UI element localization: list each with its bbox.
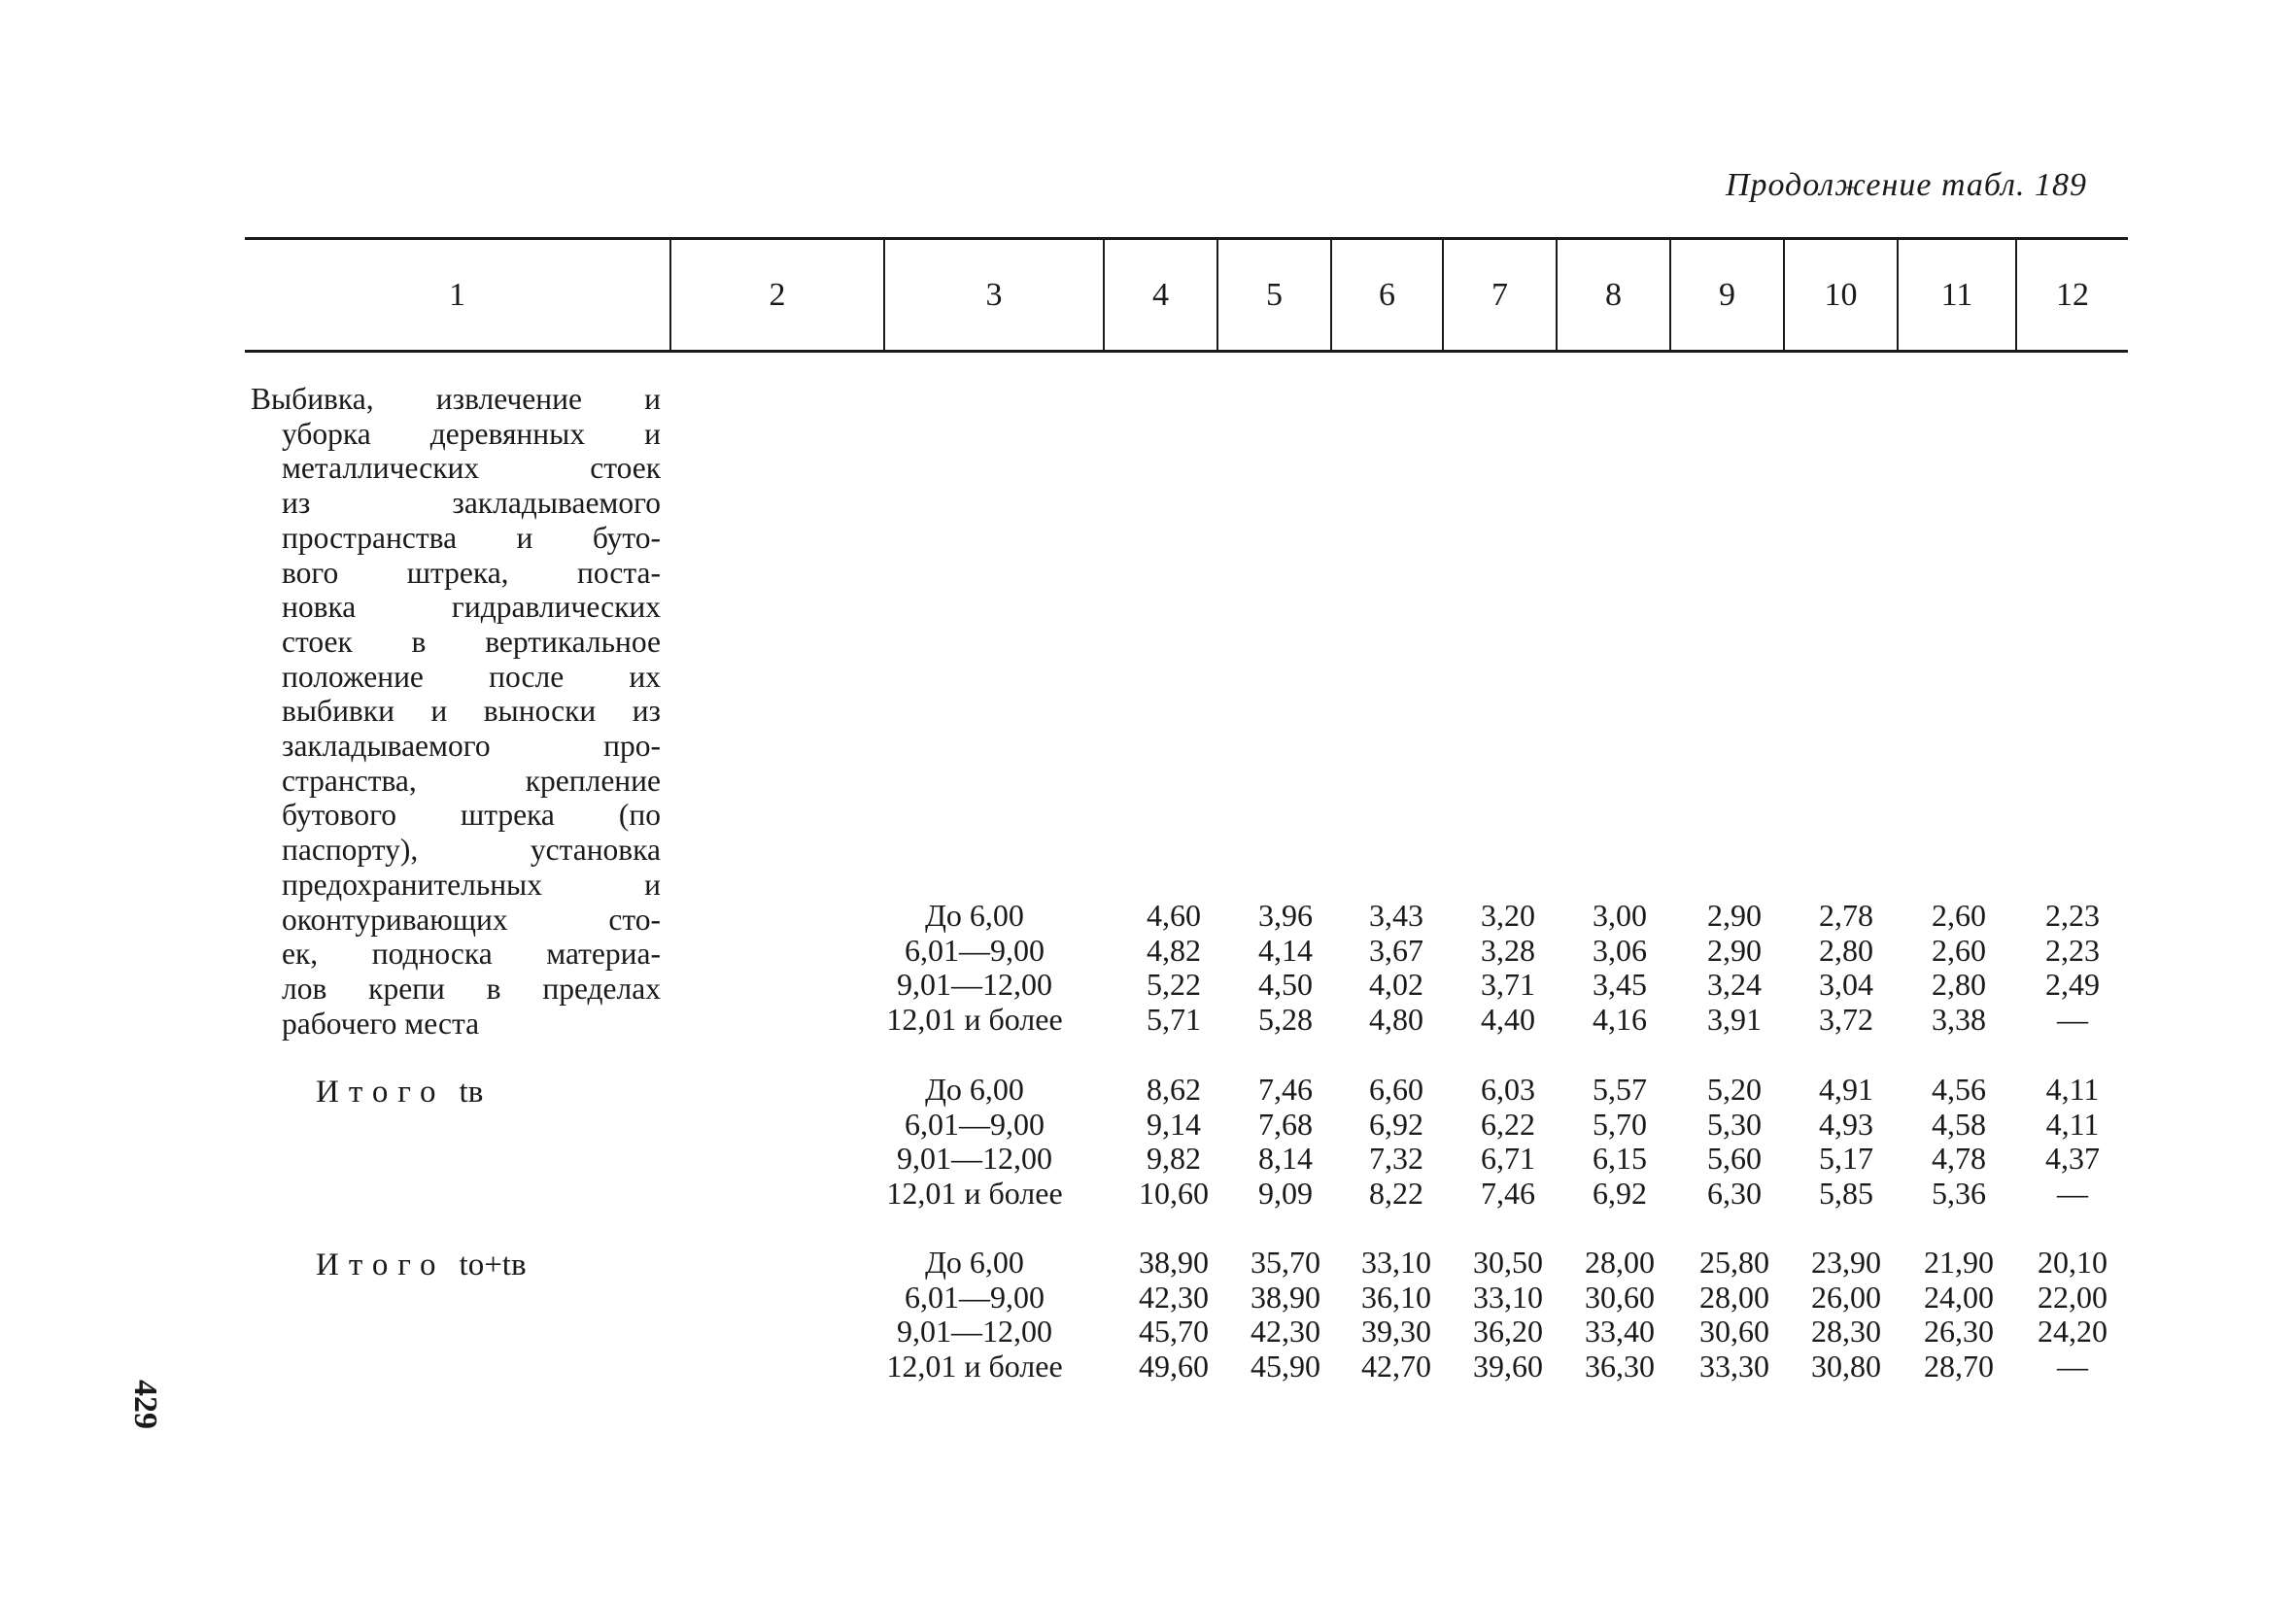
table-cell: 39,30 bbox=[1361, 1314, 1431, 1350]
description-line: уборка деревянных и bbox=[282, 416, 661, 451]
table-cell: 3,24 bbox=[1707, 967, 1762, 1003]
table-cell: 2,23 bbox=[2045, 898, 2100, 933]
table-cell: 3,72 bbox=[1819, 1002, 1873, 1038]
subtotal-label-word: Итого bbox=[316, 1075, 446, 1110]
table-cell: 3,96 bbox=[1258, 898, 1313, 933]
column-header-10: 10 bbox=[1783, 240, 1897, 350]
depth-range: 12,01 и более bbox=[886, 1176, 1063, 1212]
table-cell: 2,90 bbox=[1707, 898, 1762, 933]
table-cell: — bbox=[2057, 1002, 2088, 1038]
table-cell: 30,60 bbox=[1699, 1314, 1769, 1350]
table-cell: 38,90 bbox=[1139, 1245, 1209, 1280]
description-line: новка гидравлических bbox=[282, 590, 661, 625]
table-cell: 4,37 bbox=[2045, 1141, 2100, 1177]
column-header-5: 5 bbox=[1217, 240, 1330, 350]
description-line: выбивки и выноски из bbox=[282, 694, 661, 729]
column-header-3: 3 bbox=[883, 240, 1103, 350]
table-cell: 6,71 bbox=[1481, 1141, 1535, 1177]
table-cell: 4,60 bbox=[1147, 898, 1201, 933]
table-cell: 3,20 bbox=[1481, 898, 1535, 933]
depth-range: До 6,00 bbox=[925, 898, 1024, 933]
table-cell: 5,71 bbox=[1147, 1002, 1201, 1038]
description-line: из закладываемого bbox=[282, 486, 661, 521]
table-cell: 33,30 bbox=[1699, 1349, 1769, 1384]
description-line: предохранительных и bbox=[282, 867, 661, 902]
table-cell: 7,46 bbox=[1481, 1176, 1535, 1212]
depth-range: 9,01—12,00 bbox=[897, 1314, 1052, 1350]
table-cell: 6,92 bbox=[1593, 1176, 1647, 1212]
table-cell: 9,14 bbox=[1147, 1106, 1201, 1142]
table-cell: 33,40 bbox=[1585, 1314, 1655, 1350]
depth-range: 12,01 и более bbox=[886, 1349, 1063, 1384]
column-header-8: 8 bbox=[1556, 240, 1669, 350]
table-cell: 5,30 bbox=[1707, 1106, 1762, 1142]
table-cell: 39,60 bbox=[1473, 1349, 1543, 1384]
column-header-1: 1 bbox=[449, 276, 465, 313]
table-cell: 2,80 bbox=[1819, 932, 1873, 968]
table-cell: 28,00 bbox=[1699, 1279, 1769, 1315]
table-cell: 42,30 bbox=[1139, 1279, 1209, 1315]
table-cell: 9,09 bbox=[1258, 1176, 1313, 1212]
table-cell: 5,22 bbox=[1147, 967, 1201, 1003]
depth-range: 6,01—9,00 bbox=[905, 932, 1045, 968]
column-header-4: 4 bbox=[1103, 240, 1217, 350]
table-cell: 35,70 bbox=[1251, 1245, 1320, 1280]
table-cell: 6,92 bbox=[1369, 1106, 1423, 1142]
table-cell: 5,36 bbox=[1932, 1176, 1986, 1212]
table-cell: 24,20 bbox=[2038, 1314, 2108, 1350]
page-number: 429 bbox=[127, 1380, 163, 1429]
table-header-bottom-rule bbox=[245, 350, 2128, 353]
depth-range: 6,01—9,00 bbox=[905, 1106, 1045, 1142]
description-line: Выбивка, извлечение и bbox=[251, 382, 661, 416]
description-line: странства, крепление bbox=[282, 763, 661, 798]
table-cell: 7,32 bbox=[1369, 1141, 1423, 1177]
table-cell: 21,90 bbox=[1924, 1245, 1994, 1280]
table-cell: 8,14 bbox=[1258, 1141, 1313, 1177]
table-cell: 3,45 bbox=[1593, 967, 1647, 1003]
table-cell: 7,68 bbox=[1258, 1106, 1313, 1142]
description-line: оконтуривающих сто- bbox=[282, 902, 661, 937]
description-line: рабочего места bbox=[282, 1006, 480, 1041]
table-cell: 36,20 bbox=[1473, 1314, 1543, 1350]
table-cell: 8,62 bbox=[1147, 1072, 1201, 1107]
table-cell: 26,00 bbox=[1811, 1279, 1881, 1315]
column-header-11: 11 bbox=[1897, 240, 2015, 350]
table-cell: 49,60 bbox=[1139, 1349, 1209, 1384]
table-cell: 5,17 bbox=[1819, 1141, 1873, 1177]
table-cell: 4,80 bbox=[1369, 1002, 1423, 1038]
description-line: вого штрека, поста- bbox=[282, 555, 661, 590]
table-cell: 7,46 bbox=[1258, 1072, 1313, 1107]
table-cell: 6,30 bbox=[1707, 1176, 1762, 1212]
table-cell: 9,82 bbox=[1147, 1141, 1201, 1177]
table-cell: 3,00 bbox=[1593, 898, 1647, 933]
table-cell: 4,11 bbox=[2045, 1106, 2100, 1142]
description-line: ек, подноска материа- bbox=[282, 937, 661, 972]
table-cell: 4,02 bbox=[1369, 967, 1423, 1003]
subtotal-label-symbol: tв bbox=[459, 1075, 484, 1110]
table-cell: 5,60 bbox=[1707, 1141, 1762, 1177]
depth-range: 9,01—12,00 bbox=[897, 967, 1052, 1003]
table-cell: 4,58 bbox=[1932, 1106, 1986, 1142]
table-cell: 33,10 bbox=[1361, 1245, 1431, 1280]
table-cell: 45,90 bbox=[1251, 1349, 1320, 1384]
description-line: положение после их bbox=[282, 659, 661, 694]
table-cell: 5,57 bbox=[1593, 1072, 1647, 1107]
table-cell: 26,30 bbox=[1924, 1314, 1994, 1350]
table-cell: 4,40 bbox=[1481, 1002, 1535, 1038]
table-cell: 6,22 bbox=[1481, 1106, 1535, 1142]
table-cell: 24,00 bbox=[1924, 1279, 1994, 1315]
description-line: закладываемого про- bbox=[282, 729, 661, 764]
column-header-7: 7 bbox=[1442, 240, 1556, 350]
table-cell: — bbox=[2057, 1349, 2088, 1384]
table-cell: 5,20 bbox=[1707, 1072, 1762, 1107]
table-cell: 20,10 bbox=[2038, 1245, 2108, 1280]
table-cell: 28,30 bbox=[1811, 1314, 1881, 1350]
column-header-2: 2 bbox=[669, 240, 883, 350]
table-cell: 3,91 bbox=[1707, 1002, 1762, 1038]
table-cell: 2,80 bbox=[1932, 967, 1986, 1003]
table-cell: 8,22 bbox=[1369, 1176, 1423, 1212]
description-line: лов крепи в пределах bbox=[282, 971, 661, 1006]
table-cell: 33,10 bbox=[1473, 1279, 1543, 1315]
subtotal-label bbox=[316, 1075, 483, 1111]
table-cell: 42,70 bbox=[1361, 1349, 1431, 1384]
table-cell: 2,78 bbox=[1819, 898, 1873, 933]
table-cell: 36,10 bbox=[1361, 1279, 1431, 1315]
table-cell: 30,60 bbox=[1585, 1279, 1655, 1315]
table-cell: 3,43 bbox=[1369, 898, 1423, 933]
column-header-6: 6 bbox=[1330, 240, 1442, 350]
table-cell: 6,15 bbox=[1593, 1141, 1647, 1177]
table-cell: 4,91 bbox=[1819, 1072, 1873, 1107]
table-cell: 2,60 bbox=[1932, 898, 1986, 933]
description-line: металлических стоек bbox=[282, 451, 661, 486]
table-cell: 4,93 bbox=[1819, 1106, 1873, 1142]
table-cell: 4,82 bbox=[1147, 932, 1201, 968]
table-cell: 28,70 bbox=[1924, 1349, 1994, 1384]
table-cell: 6,03 bbox=[1481, 1072, 1535, 1107]
table-continuation-caption: Продолжение табл. 189 bbox=[1725, 167, 2087, 203]
column-header-9: 9 bbox=[1669, 240, 1783, 350]
depth-range: 9,01—12,00 bbox=[897, 1141, 1052, 1177]
table-cell: 30,50 bbox=[1473, 1245, 1543, 1280]
subtotal-label bbox=[316, 1247, 527, 1283]
depth-range: 6,01—9,00 bbox=[905, 1279, 1045, 1315]
table-cell: 4,14 bbox=[1258, 932, 1313, 968]
table-cell: 36,30 bbox=[1585, 1349, 1655, 1384]
table-cell: 3,06 bbox=[1593, 932, 1647, 968]
description-line: пространства и буто- bbox=[282, 520, 661, 555]
column-header-12: 12 bbox=[2015, 240, 2128, 350]
description-line: стоек в вертикальное bbox=[282, 624, 661, 659]
table-cell: 10,60 bbox=[1139, 1176, 1209, 1212]
table-cell: 45,70 bbox=[1139, 1314, 1209, 1350]
table-cell: 4,78 bbox=[1932, 1141, 1986, 1177]
table-cell: 6,60 bbox=[1369, 1072, 1423, 1107]
table-cell: 3,38 bbox=[1932, 1002, 1986, 1038]
table-cell: 23,90 bbox=[1811, 1245, 1881, 1280]
description-line: бутового штрека (по bbox=[282, 798, 661, 833]
subtotal-label-word: Итого bbox=[316, 1247, 446, 1282]
work-description bbox=[251, 382, 661, 1041]
table-cell: 42,30 bbox=[1251, 1314, 1320, 1350]
table-cell: 3,71 bbox=[1481, 967, 1535, 1003]
table-cell: 5,70 bbox=[1593, 1106, 1647, 1142]
table-cell: — bbox=[2057, 1176, 2088, 1212]
table-cell: 2,60 bbox=[1932, 932, 1986, 968]
description-line: паспорту), установка bbox=[282, 833, 661, 868]
table-cell: 4,11 bbox=[2045, 1072, 2100, 1107]
depth-range: 12,01 и более bbox=[886, 1002, 1063, 1038]
table-cell: 2,49 bbox=[2045, 967, 2100, 1003]
table-cell: 22,00 bbox=[2038, 1279, 2108, 1315]
table-cell: 25,80 bbox=[1699, 1245, 1769, 1280]
table-cell: 4,16 bbox=[1593, 1002, 1647, 1038]
depth-range: До 6,00 bbox=[925, 1072, 1024, 1107]
subtotal-label-symbol: tо+tв bbox=[459, 1247, 527, 1282]
table-cell: 5,28 bbox=[1258, 1002, 1313, 1038]
table-cell: 2,90 bbox=[1707, 932, 1762, 968]
table-cell: 30,80 bbox=[1811, 1349, 1881, 1384]
table-cell: 38,90 bbox=[1251, 1279, 1320, 1315]
depth-range: До 6,00 bbox=[925, 1245, 1024, 1280]
table-cell: 4,50 bbox=[1258, 967, 1313, 1003]
table-cell: 3,04 bbox=[1819, 967, 1873, 1003]
table-cell: 28,00 bbox=[1585, 1245, 1655, 1280]
table-cell: 5,85 bbox=[1819, 1176, 1873, 1212]
table-cell: 2,23 bbox=[2045, 932, 2100, 968]
table-cell: 3,67 bbox=[1369, 932, 1423, 968]
table-cell: 3,28 bbox=[1481, 932, 1535, 968]
table-cell: 4,56 bbox=[1932, 1072, 1986, 1107]
